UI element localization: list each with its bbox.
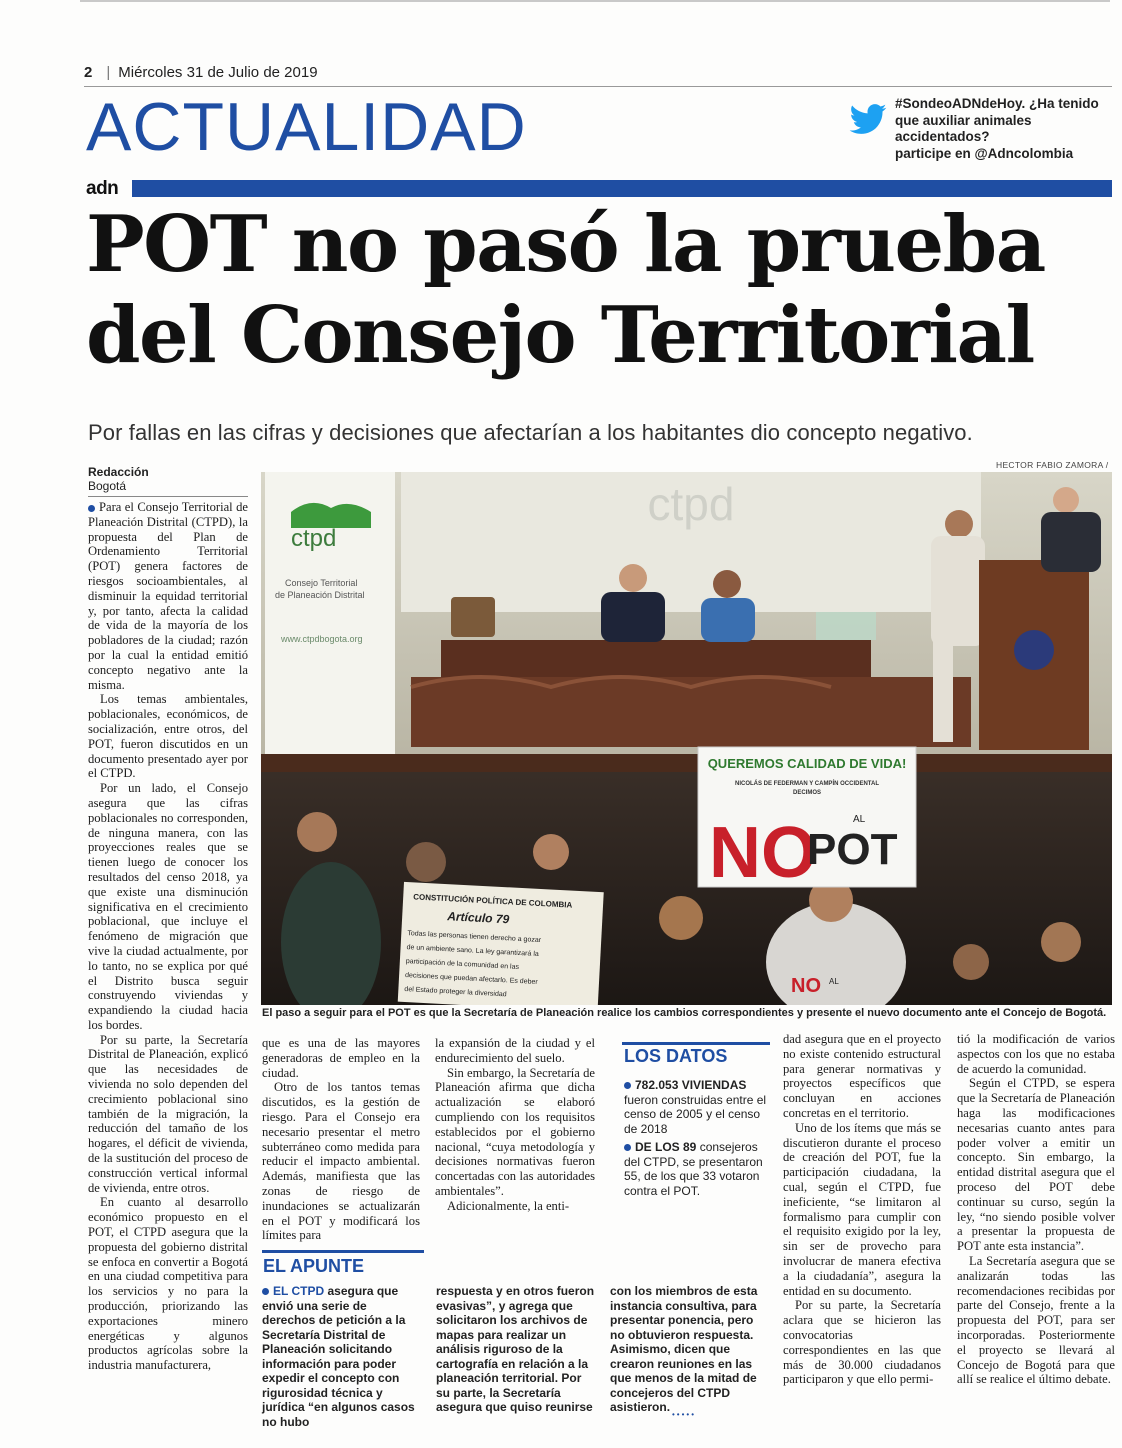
banner-url: www.ctpdbogota.org [281,634,363,644]
twitter-bird-icon [846,100,890,140]
body-column-3 [435,1036,595,1214]
news-photo [261,472,1112,1005]
datos-box [624,1078,774,1202]
datos-figure: DE LOS 89 [635,1140,697,1154]
sign-text: del Estado proteger la diversidad [404,986,507,999]
datos-text: fueron construidas entre el censo de 2005 y el censo de 2018 [624,1092,767,1136]
headline [86,199,1116,381]
photo-scene [261,472,1112,1005]
banner-line: Consejo Territorial [285,578,358,588]
protest-sign-constitution [398,882,604,1005]
body-column-5 [783,1032,941,1387]
datos-text: consejeros del CTPD, se presentaron 55, de los que 33 votaron contra el POT. [624,1140,763,1198]
tweet-line: participe en @Adncolombia [895,145,1074,161]
paragraph: La Secretaría asegura que se analizarán todas las recomendaciones recibidas por parte del Consejo, frente a la propuesta del POT, para ser incorporadas. Posteriormente el proyecto se llevará al Concejo de Bogotá para que allí se realice el último debate. [957,1253,1115,1387]
paragraph: la expansión de la ciudad y el endurecimiento del suelo. [435,1036,595,1065]
datos-item [624,1078,774,1136]
body-column-2 [262,1036,420,1243]
tweet-line: que auxiliar animales [895,112,1032,128]
apunte-column-1 [262,1284,420,1429]
bullet-icon [624,1144,631,1151]
headline-line: POT no pasó la prueba [86,199,1045,290]
sign-al: AL [853,814,866,825]
sign-article: Artículo 79 [446,909,510,927]
header-rule [84,86,1112,87]
tweet-line: accidentados? [895,129,990,144]
sign-no: NO [709,813,817,893]
sign-pot: POT [807,825,898,874]
paragraph: dad asegura que en el proyecto no existe contenido estructural para generar normativas y proyectos específicos que concluyan en acciones concretas en el territorio. [783,1032,941,1120]
datos-title: LOS DATOS [624,1046,728,1066]
body-column-1 [88,500,248,1373]
apunte-text: con los miembros de esta instancia consultiva, para presentar ponencia, pero no obtuvieron respuesta. Asimismo, dicen que crearon reuniones en las que menos de la mitad de concejeros del CTPD asistieron. [610,1284,758,1414]
sign-text: participación de la comunidad en las [405,958,520,971]
body-column-6 [957,1032,1115,1387]
byline-city: Bogotá [88,479,127,493]
photo-caption: El paso a seguir para el POT es que la Secretaría de Planeación realice los cambios correspondientes y presente el nuevo documento ante el Concejo de Bogotá. [262,1007,1107,1019]
shirt-no: NO [791,975,821,997]
tweet-prompt [895,96,1110,162]
sign-slogan: QUEREMOS CALIDAD DE VIDA! [707,756,907,771]
apunte-end-dots: ••••• [672,1410,697,1419]
banner-brand: ctpd [291,525,337,552]
datos-rule [622,1042,770,1045]
paragraph: Según el CTPD, se espera que la Secretaría de Planeación haga las modificaciones necesarias cuanto antes para poder volver a emitir un concepto. Sin embargo, la entidad distrital asegura que el proceso del POT debe continuar su curso, según la ley, “no siendo posible volver a presentar la propuesta de POT ante esta instancia”. [957,1076,1115,1254]
paragraph: Por su parte, la Secretaría Distrital de Planeación, explicó que las necesidades de vivienda no solo dependen del crecimiento poblacional sino también de la migración, la reducción del tamaño de los hogares, el déficit de vivienda, de la sustitución del proceso de construcción vertical informal de vivienda, entre otros. [88,1032,248,1195]
paragraph: Adicionalmente, la enti- [447,1198,570,1213]
apunte-column-3 [610,1284,768,1415]
page-number: 2 [84,64,93,81]
apunte-text: asegura que envió una serie de derechos de petición a la Secretaría Distrital de Planeación solicitando información para poder expedir el concepto con rigurosidad técnica y jurídica “en algunos casos no hubo [262,1284,415,1429]
page-meta [84,64,318,81]
paragraph: tió la modificación de varios aspectos con los que no estaba de acuerdo la comunidad. [957,1032,1115,1076]
sign-text: Todas las personas tienen derecho a gozar [407,930,542,945]
adn-logo: adn [84,178,132,200]
apunte-lead: EL CTPD [273,1284,325,1298]
headline-line: del Consejo Territorial [86,290,1034,381]
sign-text: decisiones que puedan afectarlo. Es deber [404,972,538,986]
section-bar [118,180,1112,197]
top-rule [80,0,1110,2]
sign-title: CONSTITUCIÓN POLÍTICA DE COLOMBIA [413,892,573,910]
paragraph: Sin embargo, la Secretaría de Planeación afirma que dicha actualización se elaboró cumpliendo con los requisitos establecidos por el gobierno nacional, “cuya metodología y decisiones normativas fueron concertadas con las autoridades ambientales”. [435,1065,595,1198]
section-title: ACTUALIDAD [86,89,527,165]
apunte-column-2 [436,1284,596,1415]
sign-subline: NICOLÁS DE FEDERMAN Y CAMPÍN OCCIDENTAL [734,781,880,787]
paragraph: Por su parte, la Secretaría aclara que se hicieron las convocatorias correspondientes en las que más de 30.000 ciudadanos participaron y que ello permi- [783,1298,941,1387]
datos-figure: 782.053 VIVIENDAS [635,1078,747,1092]
paragraph: Uno de los ítems que más se discutieron durante el proceso de creación del POT, fue la participación ciudadana, la cual, según el CTPD, fue ineficiente, “se limitaron al formalismo para cumplir con el requisito exigido por la ley, sin ser de provecho para involucrar de manera efectiva a la ciudadanía”, asegura la entidad en su documento. [783,1120,941,1298]
shirt-al: AL [829,977,839,986]
sign-text: de un ambiente sano. La ley garantizará la [406,944,539,958]
apunte-title: EL APUNTE [263,1256,365,1276]
issue-date: Miércoles 31 de Julio de 2019 [118,64,318,81]
datos-item [624,1140,774,1198]
paragraph: Por un lado, el Consejo asegura que las cifras poblacionales no corresponden, de ninguna manera, con las proyecciones reales que se tienen luego de conocer los resultados del censo 2018, ya que existe una disminución significativa en el crecimiento poblacional, que incluye el fenómeno de migración que vive la ciudad actualmente, por lo tanto, no se explica por qué el Distrito busca seguir construyendo viviendas y expandiendo la ciudad hacia los bordes. [88,781,248,1032]
paragraph: Otro de los tantos temas discutidos, es la gestión de riesgo. Para el Consejo era necesario presentar el metro subterráneo como medida para reducir el impacto ambiental. Además, manifiesta que las zonas de riesgo de inundaciones se actualizarán en el POT y modificará los límites para [262,1080,420,1243]
bullet-icon [624,1082,631,1089]
byline-rule [88,496,248,497]
paragraph: En cuanto al desarrollo económico propuesto en el POT, el CTPD asegura que la propuesta del gobierno distrital se enfoca en convertir a Bogotá en una ciudad competitiva para los servicios y no para la producción, priorizando las exportaciones minero energéticas y algunos productos agrícolas sobre la industria manufacturera, [88,1195,248,1373]
byline-author: Redacción [88,465,149,479]
bullet-icon [88,505,95,512]
screen-brand: ctpd [647,478,735,530]
paragraph: Los temas ambientales, poblacionales, económicos, de socialización, entre otros, del POT, fueron discutidos en un documento presentado ayer por el CTPD. [88,692,248,781]
banner-line: de Planeación Distrital [275,590,365,600]
sign-subline: DECIMOS [792,790,822,796]
tweet-line: #SondeoADNdeHoy. ¿Ha tenido [895,96,1099,111]
protest-sign-no-al-pot [698,747,916,893]
apunte-rule [262,1250,424,1253]
paragraph: que es una de las mayores generadoras de empleo en la ciudad. [262,1036,420,1080]
apunte-text: respuesta y en otros fueron evasivas”, y agrega que solicitaron los archivos de mapas para realizar un análisis riguroso de la cartografía en relación a la planeación territorial. Por su parte, la Secretaría asegura que quiso reunirse [436,1284,595,1414]
photo-credit: HECTOR FABIO ZAMORA / [996,460,1109,470]
bullet-icon [262,1288,269,1295]
meta-separator: | [106,64,111,81]
subheadline: Por fallas en las cifras y decisiones que afectarían a los habitantes dio concepto negativo. [88,420,973,445]
paragraph-text: Para el Consejo Territorial de Planeación Distrital (CTPD), la propuesta del Plan de Ordenamiento Territorial (POT) genera factores de riesgos socioambientales, al disminuir la equidad territorial y, por tanto, afecta la calidad de vida de la mayoría de los pobladores de la ciudad; razón por la cual la entidad emitió concepto negativo ante la misma. [88,500,248,692]
paragraph [88,500,248,692]
